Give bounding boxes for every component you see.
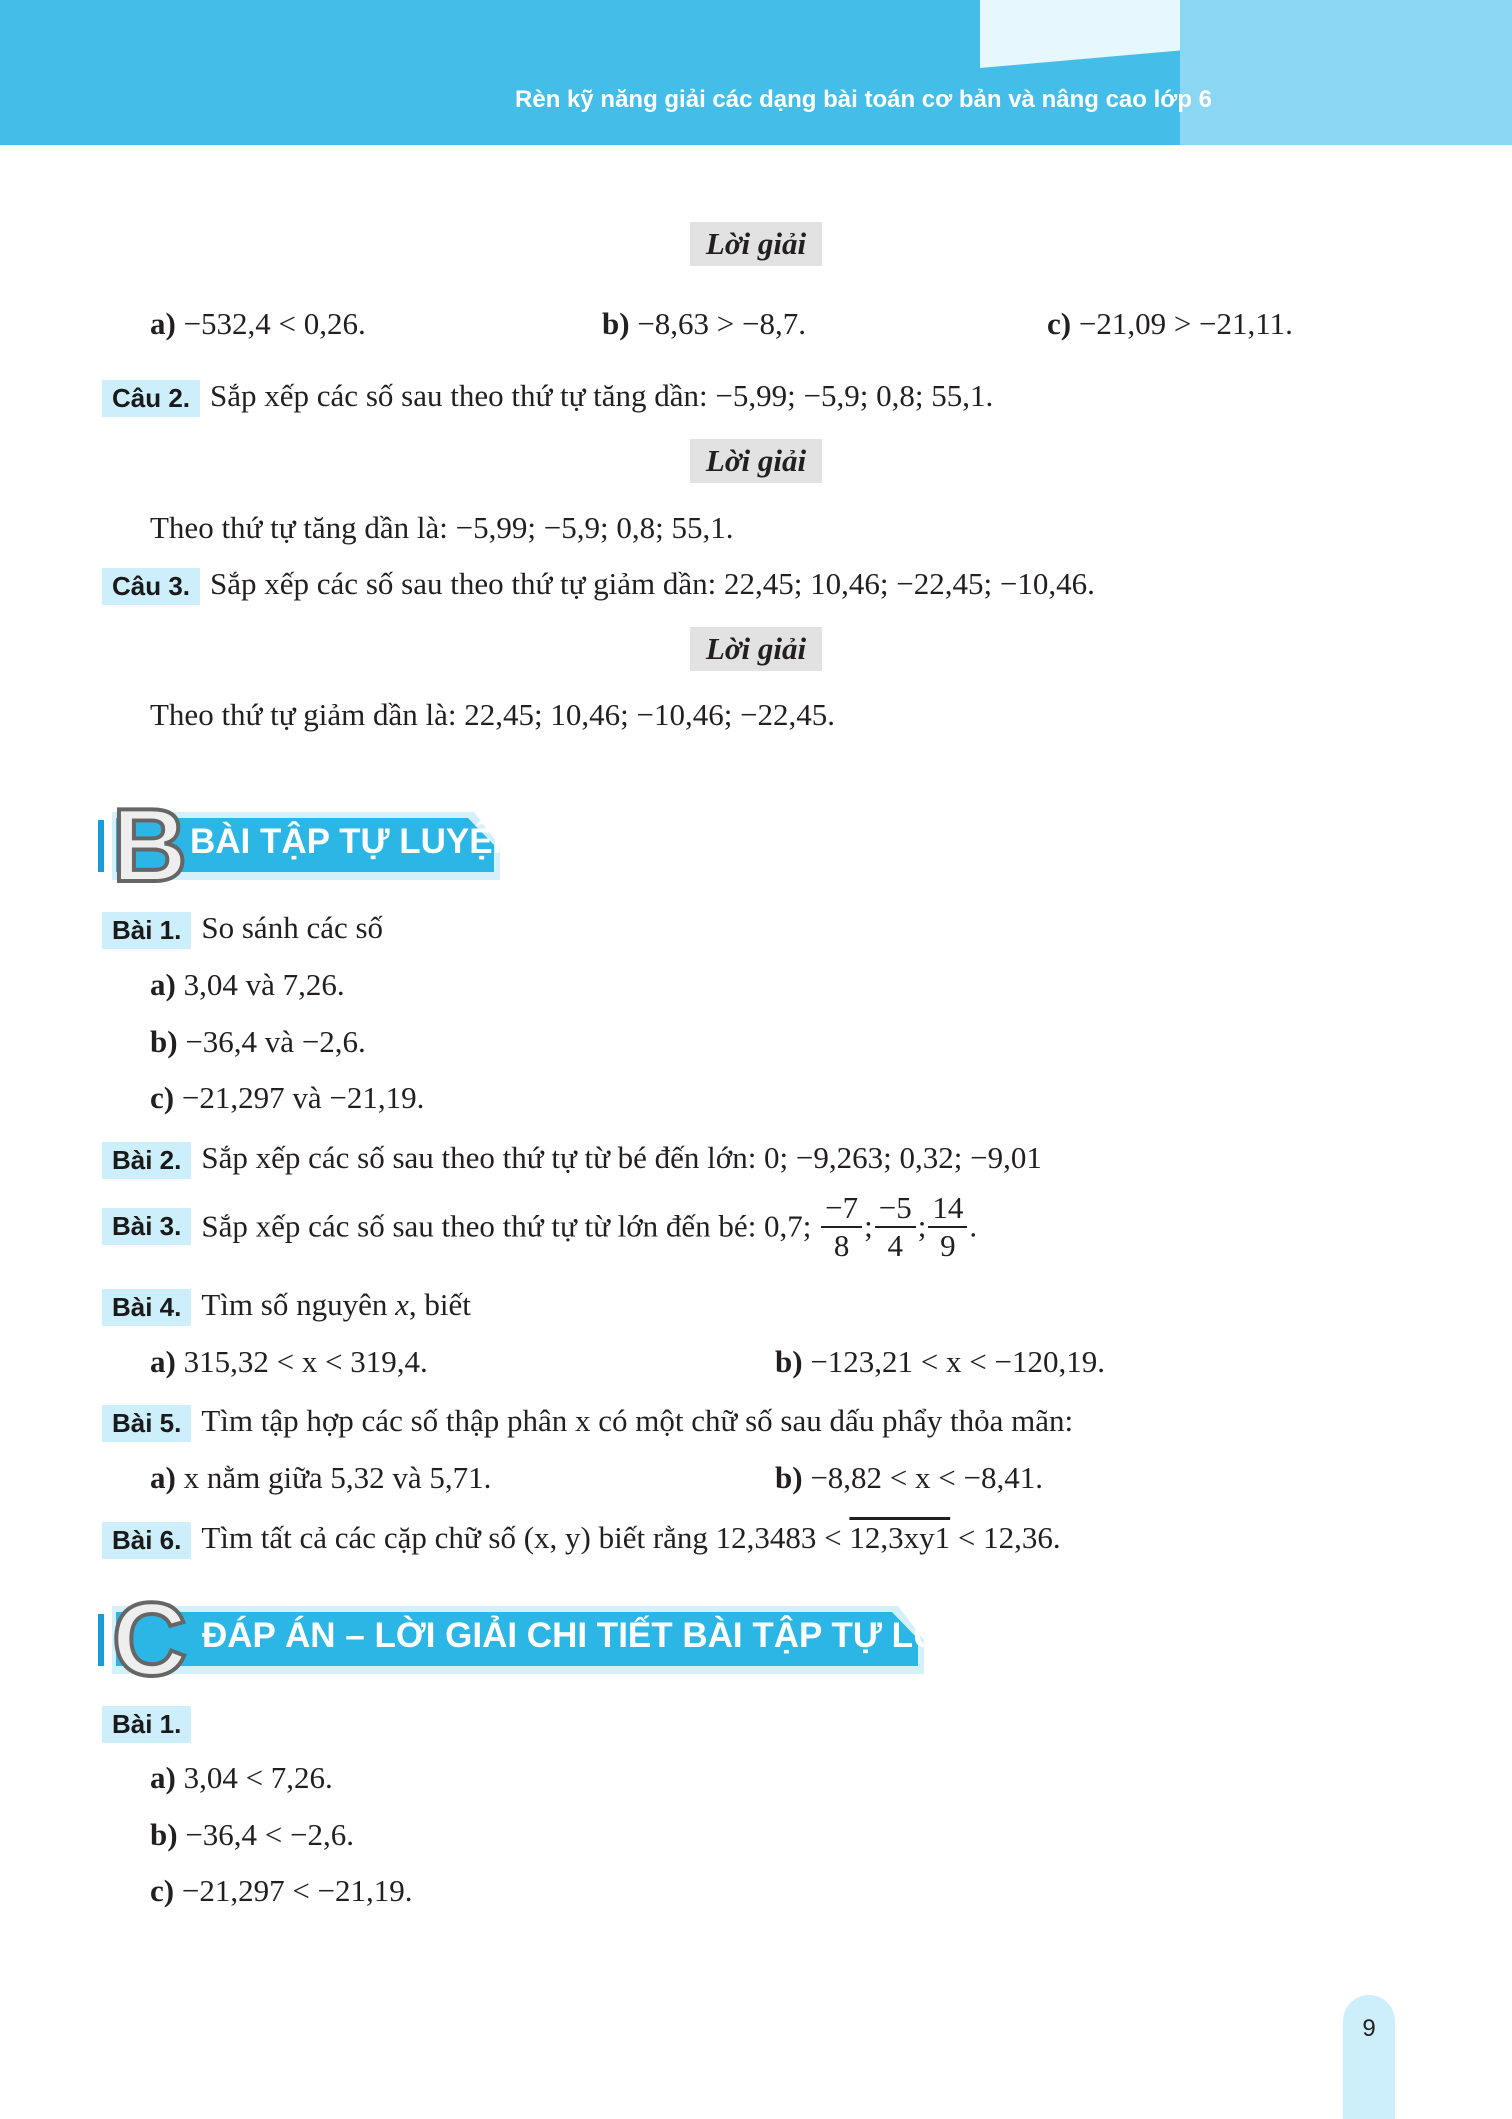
answer-exercise-1-c: c) −21,297 < −21,19. [150,1873,413,1908]
exercise-5: Bài 5. Tìm tập hợp các số thập phân x có một chữ số sau dấu phẩy thỏa mãn: [102,1403,1073,1442]
exercise-5-b: b) −8,82 < x < −8,41. [775,1460,1044,1495]
question-3-answer: Theo thứ tự giảm dần là: 22,45; 10,46; −10,46; −22,45. [150,697,836,732]
section-b-header [98,788,518,904]
exercise-4-a: a) 315,32 < x < 319,4. [150,1344,428,1379]
exercise-1-c: c) −21,297 và −21,19. [150,1080,425,1115]
section-c-letter: C [112,1582,188,1698]
answer-exercise-1-a: a) 3,04 < 7,26. [150,1760,333,1795]
header-title: Rèn kỹ năng giải các dạng bài toán cơ bản và nâng cao lớp 6 [515,86,1212,113]
exercise-label: Bài 1. [102,1706,191,1743]
page-number: 9 [1343,1995,1395,2119]
exercise-label: Bài 4. [102,1289,191,1326]
exercise-label: Bài 5. [102,1405,191,1442]
fraction-3: $\frac{14}{9}$ [928,1190,967,1263]
question-2-answer: Theo thứ tự tăng dần là: −5,99; −5,9; 0,8; 55,1. [150,510,734,545]
section-b-title: BÀI TẬP TỰ LUYỆN [190,822,518,861]
solution-heading-3: Lời giải [0,627,1512,671]
question-label: Câu 2. [102,380,200,417]
section-b-letter: B [112,788,188,904]
exercise-4-b: b) −123,21 < x < −120,19. [775,1344,1106,1379]
q1-answer-c: c) −21,09 > −21,11. [1047,306,1293,341]
exercise-2: Bài 2. Sắp xếp các số sau theo thứ tự từ bé đến lớn: 0; −9,263; 0,32; −9,01 [102,1140,1042,1179]
exercise-3: Bài 3. Sắp xếp các số sau theo thứ tự từ lớn đến bé: 0,7; $\frac{-7}{8}$ ; $\frac{-5}{4}$ ; $\frac{14}{9}$ . [102,1190,977,1263]
exercise-5-a: a) x nằm giữa 5,32 và 5,71. [150,1460,492,1495]
q1-answer-a: a) −532,4 < 0,26. [150,306,366,341]
exercise-6: Bài 6. Tìm tất cả các cặp chữ số (x, y) biết rằng 12,3483 < 12,3xy1 < 12,36. [102,1520,1061,1559]
page-header [0,0,1512,145]
exercise-label: Bài 2. [102,1142,191,1179]
header-band [1180,0,1512,145]
exercise-label: Bài 6. [102,1522,191,1559]
question-3: Câu 3. Sắp xếp các số sau theo thứ tự giảm dần: 22,45; 10,46; −22,45; −10,46. [102,566,1095,605]
exercise-label: Bài 1. [102,912,191,949]
section-c-title: ĐÁP ÁN – LỜI GIẢI CHI TIẾT BÀI TẬP TỰ LUYỆN [202,1616,1011,1655]
question-2: Câu 2. Sắp xếp các số sau theo thứ tự tăng dần: −5,99; −5,9; 0,8; 55,1. [102,378,993,417]
exercise-1: Bài 1. So sánh các số [102,910,383,949]
q1-answer-b: b) −8,63 > −8,7. [602,306,807,341]
exercise-1-a: a) 3,04 và 7,26. [150,967,345,1002]
exercise-4: Bài 4. Tìm số nguyên x, biết [102,1287,471,1326]
answer-exercise-1 [102,1704,201,1743]
fraction-1: $\frac{-7}{8}$ [821,1190,862,1263]
exercise-label: Bài 3. [102,1208,191,1245]
fraction-2: $\frac{-5}{4}$ [875,1190,916,1263]
answer-exercise-1-b: b) −36,4 < −2,6. [150,1817,355,1852]
solution-heading-1: Lời giải [0,222,1512,266]
solution-heading-2: Lời giải [0,439,1512,483]
exercise-1-b: b) −36,4 và −2,6. [150,1024,366,1059]
question-label: Câu 3. [102,568,200,605]
